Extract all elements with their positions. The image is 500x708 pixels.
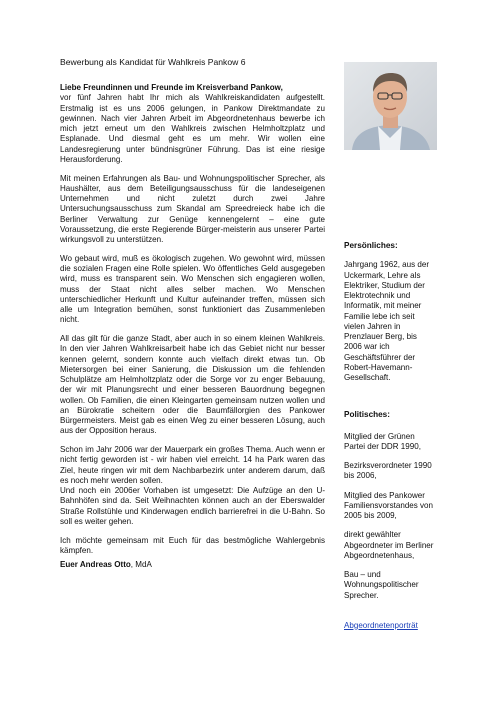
letter-paragraph-1 xyxy=(60,83,325,165)
letter-body xyxy=(60,83,325,579)
letter-paragraph-5 xyxy=(60,445,325,527)
signature-suffix: , MdA xyxy=(130,560,152,569)
profile-link[interactable]: Abgeordnetenporträt xyxy=(344,620,418,630)
letter-paragraph-6: Ich möchte gemeinsam mit Euch für das bestmögliche Wahlergebnis kämpfen. xyxy=(60,535,325,555)
letter-signature xyxy=(60,560,325,570)
sidebar xyxy=(344,62,436,631)
personal-text: Jahrgang 1962, aus der Uckermark, Lehre als Elektriker, Studium der Elektrotechnik und Informatik, mit meiner Familie lebe ich seit vielen Jahren in Prenzlauer Berg, bis 2006 war ich Geschäftsführer der Robert-Havemann-Gesellschaft. xyxy=(344,260,430,382)
letter-paragraph-3: Wo gebaut wird, muß es ökologisch zugehen. Wo gewohnt wird, müssen die sozialen Fragen eine Rolle spielen. Wo öffentliches Geld ausgegeben wird, muss es transparent sein. Wo Menschen sich engagieren wollen, muss der Staat nicht alles selber machen. Wo Menschen unterschiedlicher Herkunft und Kultur aufeinander treffen, müssen sich alle um Integration bemühen, sonst funktioniert das Zusammenleben nicht. xyxy=(60,253,325,325)
political-item: direkt gewählter Abgeordneter im Berliner Abgeordnetenhaus, xyxy=(344,530,434,560)
paragraph-text: Und noch ein 2006er Vorhaben ist umgesetzt: Die Aufzüge an den U-Bahnhöfen sind da. Seit Weihnachten können auch an der Eberswalder Straße Rollstühle und Kinderwagen endlich barrierefrei in die U-Bahn. So soll es weiter gehen. xyxy=(60,486,325,526)
political-item: Bezirksverordneter 1990 bis 2006, xyxy=(344,461,432,481)
political-item: Mitglied des Pankower Familiensvorstandes von 2005 bis 2009, xyxy=(344,490,434,520)
paragraph-text: Schon im Jahr 2006 war der Mauerpark ein großes Thema. Auch wenn er nicht fertig geworden ist - wir haben viel erreicht. 14 ha Park waren das Ziel, heute ringen wir mit dem Nachbarbezirk unter anderem darum, daß es noch mehr werden sollen. xyxy=(60,445,325,485)
candidate-photo xyxy=(344,62,437,150)
political-heading: Politisches: xyxy=(344,410,390,420)
paragraph-text: vor fünf Jahren habt Ihr mich als Wahlkreiskandidaten aufgestellt. Erstmalig ist es uns 2006 gelungen, in Pankow Direktmandate zu gewinnen. Nach vier Jahren Arbeit im Abgeordnetenhaus bewerbe ich mich jetzt erneut um den Wahlkreis zwischen Helmholtzplatz und Esplanade. Und diesmal geht es um mehr. Wir wollen eine Landesregierung unter bündnisgrüner Führung. Das ist eine riesige Herausforderung. xyxy=(60,93,325,164)
letter-paragraph-4: All das gilt für die ganze Stadt, aber auch in so einem kleinen Wahlkreis. In den vier Jahren Wahlkreisarbeit habe ich das Gebiet nicht nur besser kennen gelernt, sondern konnte auch vielfach direkt etwas tun. Ob Mietersorgen bei einer Sanierung, die Diskussion um die fehlenden Schulplätze am Helmholtzplatz oder die Sorge vor zu enger Bebauung, der wir mit Planungsrecht und einer besseren Bauordnung begegnen wollen. Ob Familien, die einen Kleingarten gemeinsam nutzen wollen und an Bürokratie scheitern oder die Baumfällorgien des Pankower Bürgermeisters. Meist gab es einen Weg zu einer besseren Lösung, auch aus der Opposition heraus. xyxy=(60,334,325,436)
portrait-illustration xyxy=(344,62,437,150)
signature-name: Euer Andreas Otto xyxy=(60,560,131,569)
political-item: Bau – und Wohnungspolitischer Sprecher. xyxy=(344,570,419,600)
personal-heading: Persönliches: xyxy=(344,241,398,250)
application-header: Bewerbung als Kandidat für Wahlkreis Pankow 6 xyxy=(60,57,246,67)
letter-greeting: Liebe Freundinnen und Freunde im Kreisverband Pankow, xyxy=(60,83,283,92)
political-item: Mitglied der Grünen Partei der DDR 1990, xyxy=(344,431,421,451)
letter-paragraph-2: Mit meinen Erfahrungen als Bau- und Wohnungspolitischer Sprecher, als Haushälter, aus dem Beteiligungsausschuss für die landeseigenen Unternehmen und nicht zuletzt durch zwei Jahre Untersuchungsausschuss zum Skandal am Spreedreieck habe ich die Berliner Verwaltung zur Genüge kennengelernt – eine gute Voraussetzung, die erste Regierende Bürger-meisterin aus unserer Partei wirkungsvoll zu unterstützen. xyxy=(60,173,325,244)
